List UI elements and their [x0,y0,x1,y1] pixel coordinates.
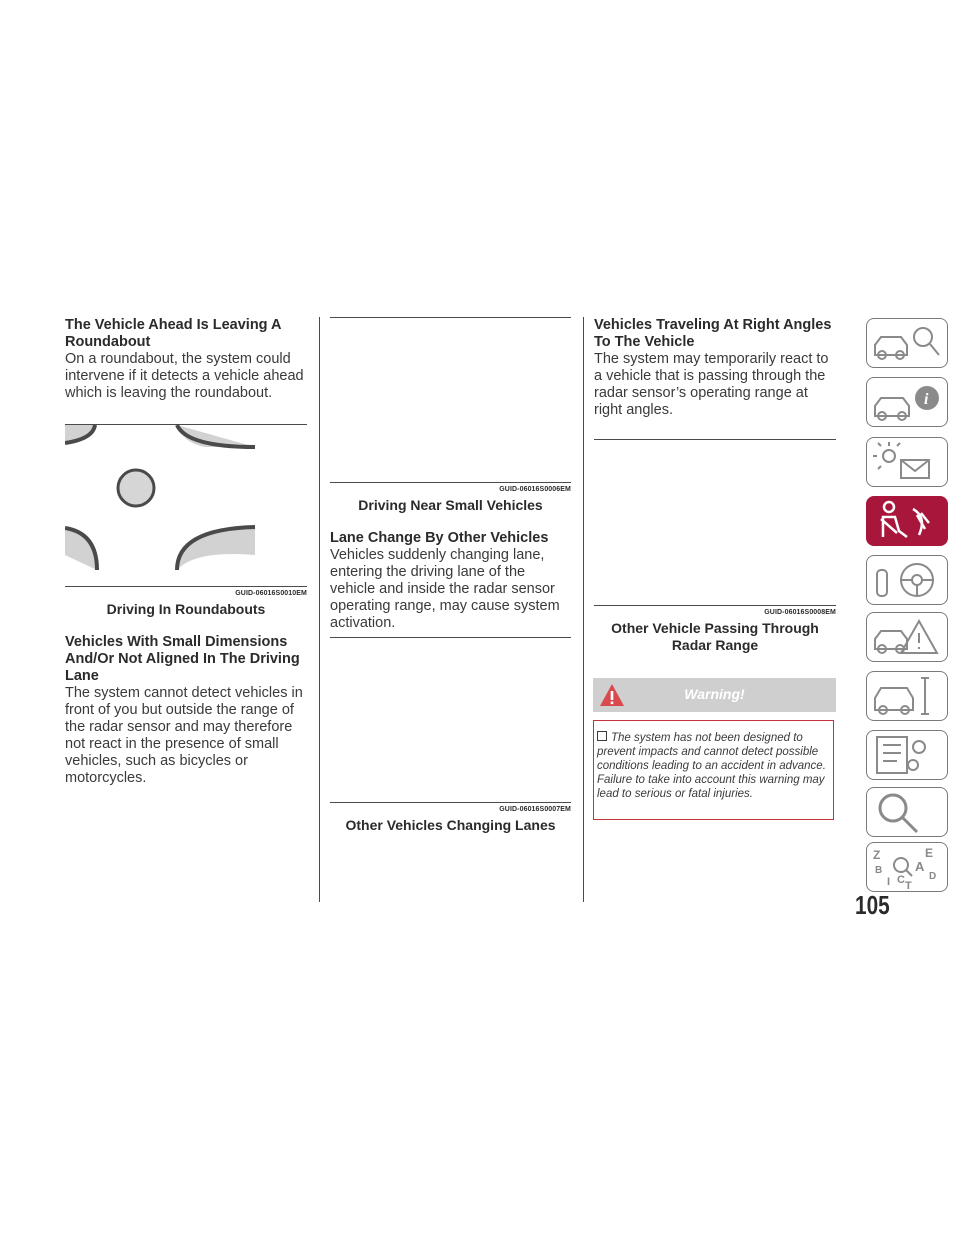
list-gears-icon [867,731,947,779]
warning-box [593,720,834,820]
svg-text:C: C [897,874,905,886]
page-number: 105 [855,890,890,920]
figure-caption: Driving Near Small Vehicles [358,497,543,513]
column-divider [583,317,584,902]
figure-bottom-rule [330,802,571,803]
column-divider [319,317,320,902]
tab-lights-message[interactable] [866,437,948,487]
magnifier-icon [867,788,947,836]
tab-alphabet-index[interactable] [866,842,948,892]
tab-steering-key[interactable] [866,555,948,605]
svg-text:A: A [915,859,925,874]
warning-title: Warning! [684,686,745,702]
checkbox-bullet-icon [597,731,607,741]
tab-seatbelt-airbag[interactable] [866,496,948,546]
warning-header [593,678,836,712]
car-search-icon [867,319,947,367]
tab-car-warning[interactable] [866,612,948,662]
tab-car-search[interactable] [866,318,948,368]
svg-text:I: I [887,876,891,888]
svg-text:i: i [924,391,929,408]
figure-caption: Other Vehicles Changing Lanes [345,817,556,833]
car-wrench-icon [867,672,947,720]
car-info-icon [867,378,947,426]
figure-code: GUID-06016S0010EM [235,590,307,597]
lights-message-icon [867,438,947,486]
alphabet-index-icon [867,843,947,891]
figure-top-rule [330,317,571,318]
figure-code: GUID-06016S0006EM [499,486,571,493]
svg-text:D: D [929,871,937,882]
figure-caption: Other Vehicle Passing Through Radar Range [611,620,819,653]
tab-magnifier[interactable] [866,787,948,837]
heading-small-vehicles: Vehicles With Small Dimensions And/Or Not Aligned In The Driving Lane [65,634,300,684]
para-small-vehicles: The system cannot detect vehicles in front of you but outside the range of the radar sensor and may therefore not react in the presence of small vehicles, such as bicycles or motorcycles. [65,685,303,786]
figure-bottom-rule [65,586,307,587]
tab-list-gears[interactable] [866,730,948,780]
para-lane-change: Vehicles suddenly changing lane, entering the driving lane of the vehicle and inside the radar sensor operating range, may cause system activation. [330,547,560,631]
heading-right-angles: Vehicles Traveling At Right Angles To The Vehicle [594,317,832,350]
tab-car-wrench[interactable] [866,671,948,721]
figure-bottom-rule [594,605,836,606]
roundabout-illustration [65,425,307,585]
para-roundabout: On a roundabout, the system could intervene if it detects a vehicle ahead which is leaving the roundabout. [65,351,304,401]
figure-top-rule [330,637,571,638]
warning-text-content: The system has not been designed to prevent impacts and cannot detect possible conditions leading to an accident in advance. Failure to take into account this warning may lead to serious or fatal injuries. [597,732,826,800]
figure-top-rule [594,439,836,440]
tab-car-info[interactable] [866,377,948,427]
steering-key-icon [867,556,947,604]
heading-lane-change: Lane Change By Other Vehicles [330,530,549,546]
figure-code: GUID-06016S0007EM [499,806,571,813]
warning-text [597,731,829,801]
svg-text:E: E [925,846,934,860]
car-warning-icon [867,613,947,661]
heading-vehicle-leaving-roundabout: The Vehicle Ahead Is Leaving A Roundabout [65,317,281,350]
seatbelt-airbag-icon [867,497,947,545]
svg-text:T: T [905,880,912,891]
para-right-angles: The system may temporarily react to a vehicle that is passing through the radar sensor’s operating range at right angles. [594,351,829,418]
figure-caption: Driving In Roundabouts [106,601,266,617]
figure-bottom-rule [330,482,571,483]
svg-text:Z: Z [873,848,881,862]
figure-code: GUID-06016S0008EM [764,609,836,616]
svg-text:B: B [875,865,883,876]
